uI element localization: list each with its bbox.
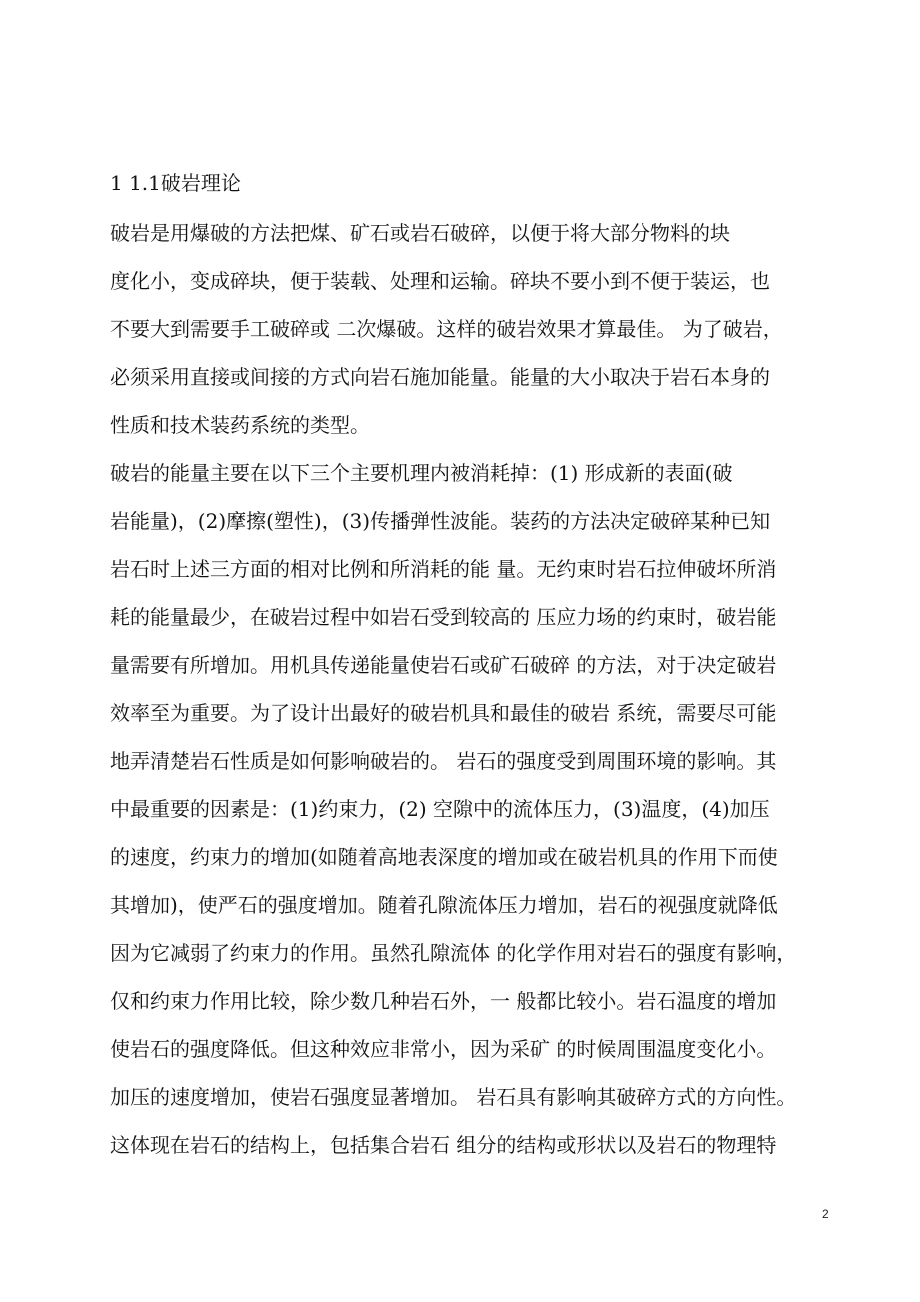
body-line-8: 岩石时上述三方面的相对比例和所消耗的能 量。无约束时岩石拉伸破坏所消	[110, 557, 777, 581]
body-line-20: 这体现在岩石的结构上，包括集合岩石 组分的结构或形状以及岩石的物理特	[110, 1133, 777, 1157]
body-line-4: 必须采用直接或间接的方式向岩石施加能量。能量的大小取决于岩石本身的	[110, 365, 770, 389]
body-line-6: 破岩的能量主要在以下三个主要机理内被消耗掉：(1) 形成新的表面(破	[110, 461, 733, 485]
body-line-17: 仅和约束力作用比较，除少数几种岩石外，一 般都比较小。岩石温度的增加	[110, 989, 777, 1013]
section-heading: 1 1.1破岩理论	[110, 171, 241, 195]
body-line-3: 不要大到需要手工破碎或 二次爆破。这样的破岩效果才算最佳。 为了破岩，	[110, 317, 783, 341]
page-number: 2	[822, 1207, 829, 1221]
body-line-7: 岩能量)，(2)摩擦(塑性)，(3)传播弹性波能。装药的方法决定破碎某种已知	[110, 509, 771, 533]
body-line-5: 性质和技术装药系统的类型。	[110, 413, 370, 437]
body-line-14: 的速度，约束力的增加(如随着高地表深度的增加或在破岩机具的作用下而使	[110, 845, 778, 869]
body-line-12: 地弄清楚岩石性质是如何影响破岩的。 岩石的强度受到周围环境的影响。其	[110, 749, 777, 773]
body-line-18: 使岩石的强度降低。但这种效应非常小，因为采矿 的时候周围温度变化小。	[110, 1037, 777, 1061]
body-line-15: 其增加)，使严石的强度增加。随着孔隙流体压力增加，岩石的视强度就降低	[110, 893, 778, 917]
body-line-2: 度化小，变成碎块，便于装载、处理和运输。碎块不要小到不便于装运，也	[110, 269, 770, 293]
body-line-16: 因为它减弱了约束力的作用。虽然孔隙流体 的化学作用对岩石的强度有影响，	[110, 941, 797, 965]
body-line-10: 量需要有所增加。用机具传递能量使岩石或矿石破碎 的方法，对于决定破岩	[110, 653, 777, 677]
body-line-19: 加压的速度增加，使岩石强度显著增加。 岩石具有影响其破碎方式的方向性。	[110, 1085, 797, 1109]
body-line-11: 效率至为重要。为了设计出最好的破岩机具和最佳的破岩 系统，需要尽可能	[110, 701, 777, 725]
body-line-1: 破岩是用爆破的方法把煤、矿石或岩石破碎，以便于将大部分物料的块	[110, 221, 730, 245]
body-line-13: 中最重要的因素是：(1)约束力，(2) 空隙中的流体压力，(3)温度，(4)加压	[110, 797, 770, 821]
body-line-9: 耗的能量最少，在破岩过程中如岩石受到较高的 压应力场的约束时，破岩能	[110, 605, 777, 629]
